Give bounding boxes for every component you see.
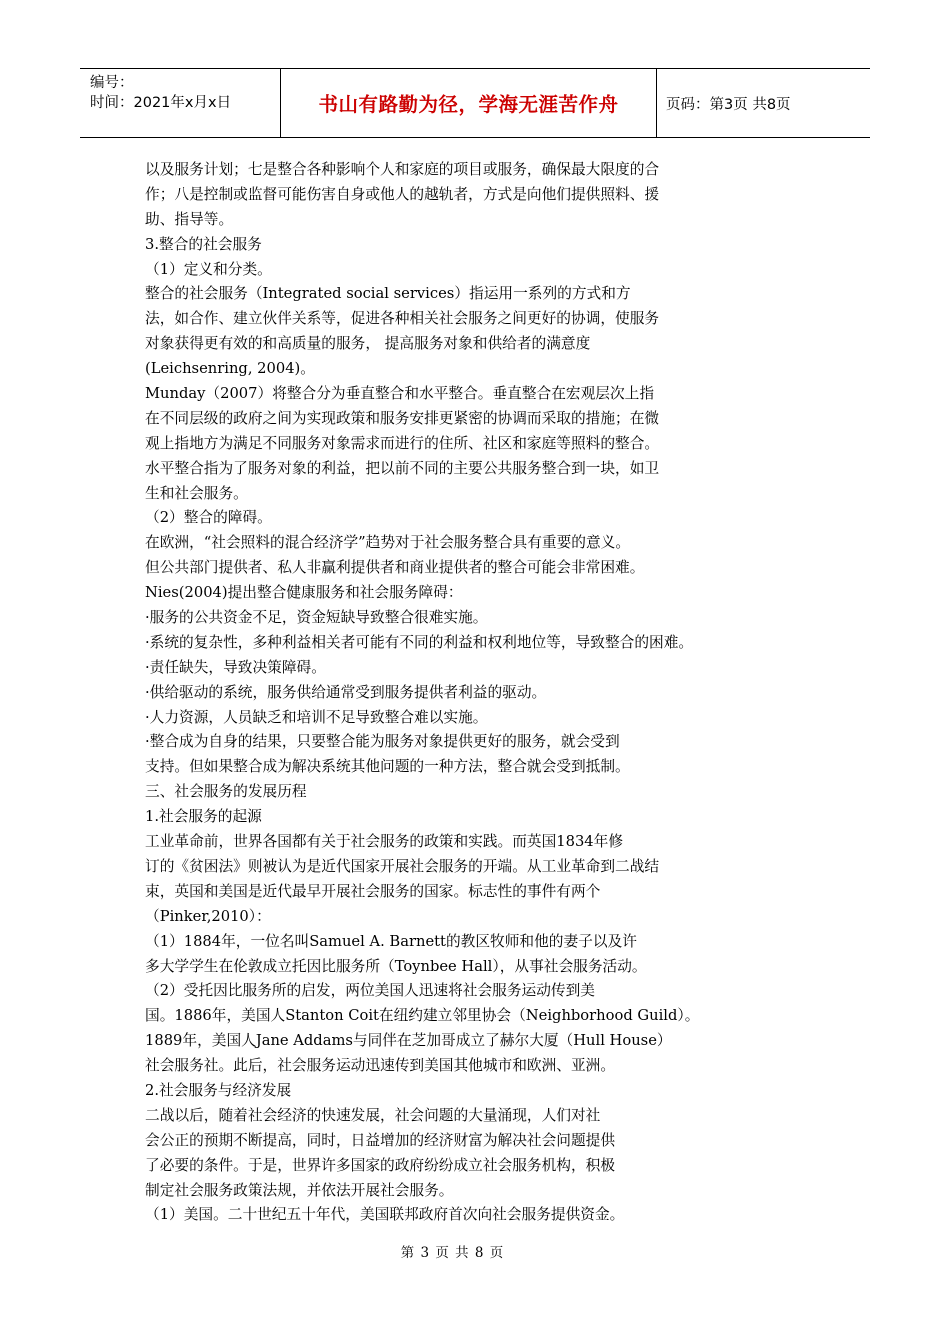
text-line: 在欧洲，“社会照料的混合经济学”趋势对于社会服务整合具有重要的意义。 — [145, 534, 631, 552]
text-line: 生和社会服务。 — [145, 484, 248, 502]
text-line: ·整合成为自身的结果，只要整合能为服务对象提供更好的服务，就会受到 — [145, 733, 620, 751]
text-line: 3.整合的社会服务 — [145, 235, 262, 253]
text-line: 国。1886年，美国人Stanton Coit在纽约建立邻里协会（Neighborhood Guild）。 — [145, 1007, 700, 1025]
text-line: 1.社会服务的起源 — [145, 808, 262, 826]
text-line: 了必要的条件。于是，世界许多国家的政府纷纷成立社会服务机构，积极 — [145, 1156, 616, 1174]
text-line: 支持。但如果整合成为解决系统其他问题的一种方法，整合就会受到抵制。 — [145, 758, 630, 776]
text-line: 工业革命前，世界各国都有关于社会服务的政策和实践。而英国1834年修 — [145, 833, 624, 851]
text-line: 以及服务计划；七是整合各种影响个人和家庭的项目或服务，确保最大限度的合 — [145, 161, 660, 178]
page-footer — [0, 1241, 950, 1261]
text-line: （Pinker,2010）： — [145, 907, 271, 925]
header-page-info: 页码：第3页 共8页 — [666, 96, 791, 113]
document-date-label: 时间：2021年x月x日 — [90, 95, 232, 111]
page-header — [80, 68, 870, 138]
text-line: ·系统的复杂性，多种利益相关者可能有不同的利益和权利地位等，导致整合的困难。 — [145, 633, 694, 651]
text-line: 1889年，美国人Jane Addams与同伴在芝加哥成立了赫尔大厦（Hull House） — [145, 1032, 672, 1050]
text-line: 会公正的预期不断提高，同时，日益增加的经济财富为解决社会问题提供 — [145, 1131, 616, 1149]
header-left-cell — [80, 69, 280, 137]
text-line: 但公共部门提供者、私人非赢利提供者和商业提供者的整合可能会非常困难。 — [145, 559, 645, 577]
text-line: （2）受托因比服务所的启发，两位美国人迅速将社会服务运动传到美 — [145, 982, 595, 1000]
text-line: ·服务的公共资金不足，资金短缺导致整合很难实施。 — [145, 609, 488, 627]
text-line: 水平整合指为了服务对象的利益，把以前不同的主要公共服务整合到一块，如卫 — [145, 459, 660, 477]
text-line: ·人力资源，人员缺乏和培训不足导致整合难以实施。 — [145, 708, 488, 726]
document-number-label: 编号： — [90, 75, 134, 91]
text-line: ·供给驱动的系统，服务供给通常受到服务提供者利益的驱动。 — [145, 683, 547, 701]
text-line: 在不同层级的政府之间为实现政策和服务安排更紧密的协调而采取的措施；在微 — [145, 409, 660, 427]
text-line: 对象获得更有效的和高质量的服务， 提高服务对象和供给者的满意度 — [145, 335, 591, 353]
text-line: Munday（2007）将整合分为垂直整合和水平整合。垂直整合在宏观层次上指 — [145, 385, 655, 403]
text-line: 观上指地方为满足不同服务对象需求而进行的住所、社区和家庭等照料的整合。 — [145, 434, 660, 452]
header-page-cell — [656, 69, 870, 137]
header-motto: 书山有路勤为径，学海无涯苦作舟 — [318, 93, 619, 116]
text-line: 三、社会服务的发展历程 — [145, 783, 307, 801]
text-line: 订的《贫困法》则被认为是近代国家开展社会服务的开端。从工业革命到二战结 — [145, 857, 660, 875]
text-line: （2）整合的障碍。 — [145, 509, 272, 527]
text-line: 多大学学生在伦敦成立托因比服务所（Toynbee Hall），从事社会服务活动。 — [145, 957, 647, 975]
text-line: （1）定义和分类。 — [145, 260, 272, 278]
text-line: 束，英国和美国是近代最早开展社会服务的国家。标志性的事件有两个 — [145, 882, 601, 900]
header-motto-cell — [280, 69, 657, 137]
text-line: 2.社会服务与经济发展 — [145, 1081, 292, 1099]
text-line: （1）美国。二十世纪五十年代，美国联邦政府首次向社会服务提供资金。 — [145, 1206, 625, 1224]
text-line: (Leichsenring, 2004)。 — [145, 360, 315, 378]
text-line: Nies(2004)提出整合健康服务和社会服务障碍： — [145, 584, 463, 602]
text-line: 作；八是控制或监督可能伤害自身或他人的越轨者，方式是向他们提供照料、援 — [145, 185, 660, 203]
text-line: 助、指导等。 — [145, 210, 234, 228]
text-line: （1）1884年，一位名叫Samuel A. Barnett的教区牧师和他的妻子以及许 — [145, 932, 637, 950]
text-line: 整合的社会服务（Integrated social services）指运用一系列的方式和方 — [145, 285, 631, 303]
text-line: 法，如合作、建立伙伴关系等，促进各种相关社会服务之间更好的协调，使服务 — [145, 310, 660, 328]
text-line: 社会服务社。此后，社会服务运动迅速传到美国其他城市和欧洲、亚洲。 — [145, 1057, 616, 1075]
text-line: ·责任缺失，导致决策障碍。 — [145, 658, 326, 676]
text-line: 二战以后，随着社会经济的快速发展，社会问题的大量涌现，人们对社 — [145, 1106, 601, 1124]
document-body — [145, 158, 775, 1228]
text-line: 制定社会服务政策法规，并依法开展社会服务。 — [145, 1181, 454, 1199]
footer-page-number: 第 3 页 共 8 页 — [400, 1245, 505, 1261]
